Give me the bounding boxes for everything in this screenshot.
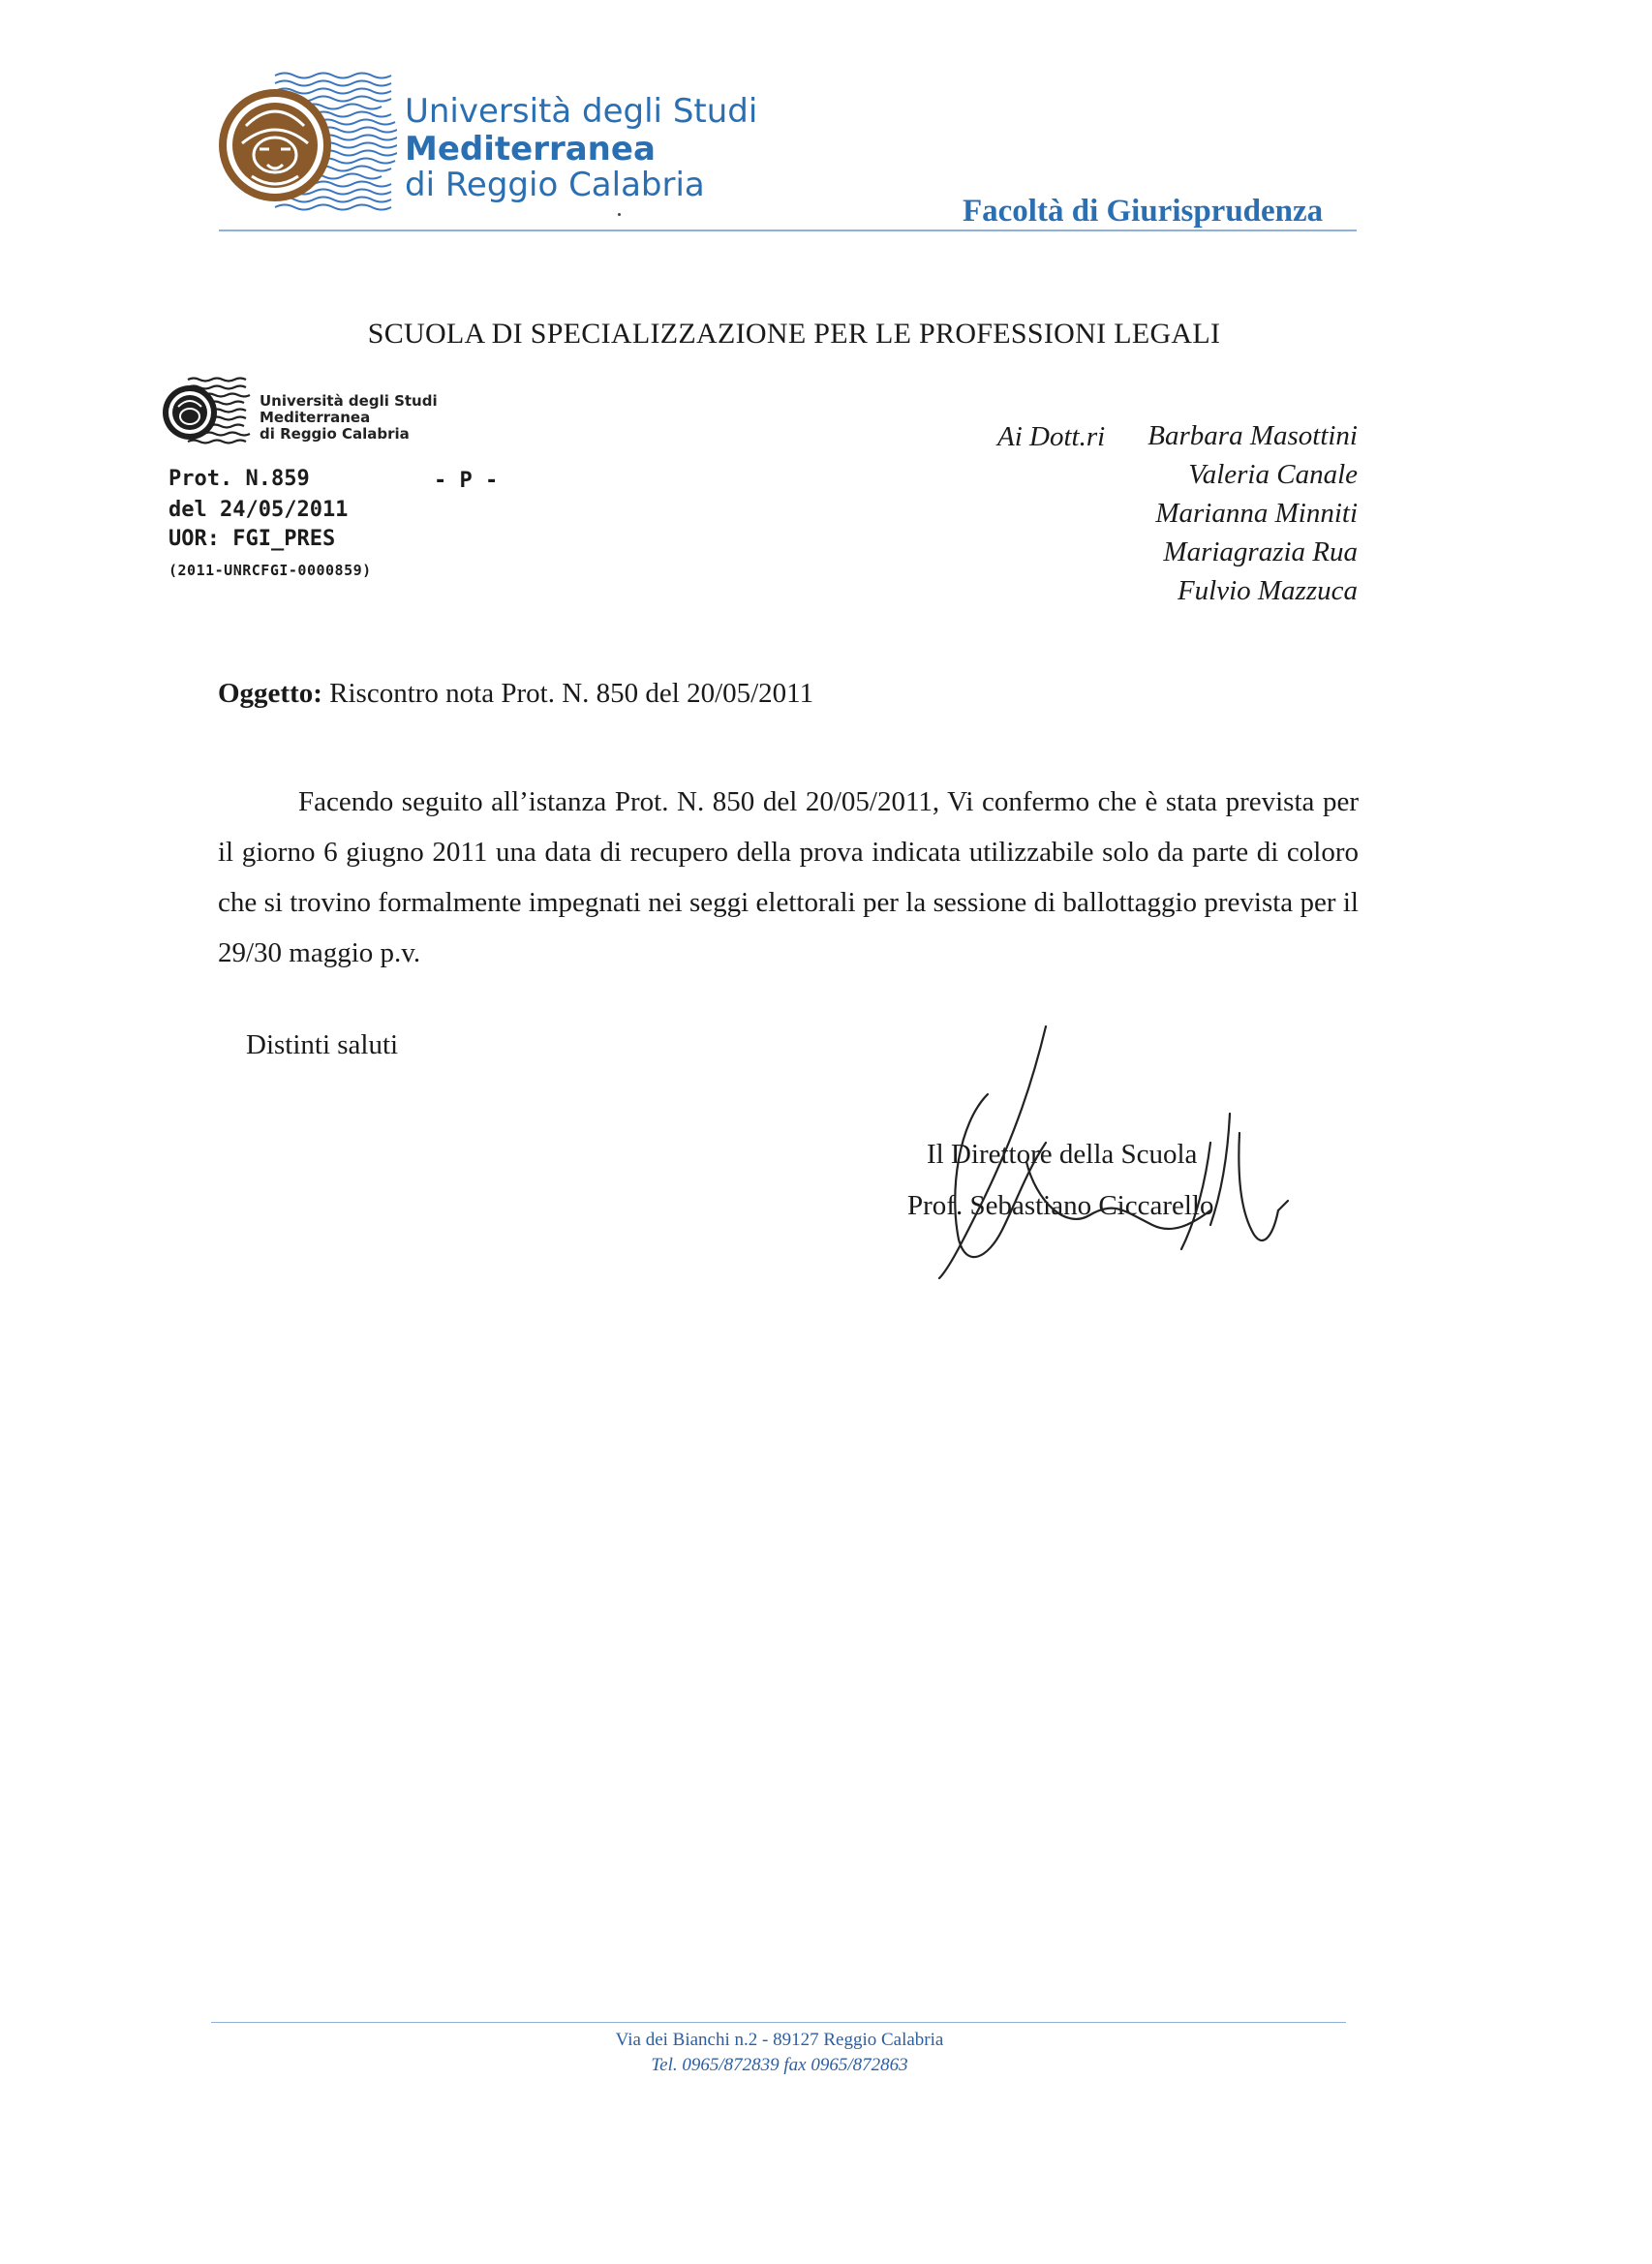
stamp-protocol-number: Prot. N.859 [168, 467, 310, 491]
footer-phone: Tel. 0965/872839 fax 0965/872863 [651, 2055, 908, 2075]
university-name-line3: di Reggio Calabria [405, 166, 705, 204]
subject-label: Oggetto: [218, 678, 322, 709]
subject-text: Riscontro nota Prot. N. 850 del 20/05/2011 [329, 678, 814, 709]
stamp-date: del 24/05/2011 [168, 498, 349, 522]
signatory-name: Prof. Sebastiano Ciccarello [907, 1190, 1214, 1221]
footer-address: Via dei Bianchi n.2 - 89127 Reggio Calabria [615, 2030, 944, 2050]
faculty-name: Facoltà di Giurisprudenza [963, 194, 1324, 229]
recipient-name: Mariagrazia Rua [1163, 536, 1358, 567]
stamp-university-line1: Università degli Studi [260, 392, 438, 410]
closing-salutation: Distinti saluti [246, 1029, 399, 1060]
stamp-university-line2: Mediterranea [260, 409, 371, 426]
university-name-line1: Università degli Studi [405, 92, 758, 131]
subject-line [218, 678, 813, 710]
recipient-name: Fulvio Mazzuca [1177, 575, 1358, 606]
recipients-list [1065, 416, 1358, 610]
recipient-name: Barbara Masottini [1147, 420, 1358, 451]
stamp-university-line3: di Reggio Calabria [260, 425, 410, 443]
header-divider [219, 229, 1357, 231]
stamp-logo-icon [161, 376, 258, 449]
stamp-marker: - P - [434, 469, 499, 493]
university-name-line2: Mediterranea [405, 130, 656, 168]
letter-body: Facendo seguito all’istanza Prot. N. 850 del 20/05/2011, Vi confermo che è stata prevista per il giorno 6 giugno 2011 una data di recupero della prova indicata utilizzabile solo da parte di coloro che si trovino formalmente impegnati nei seggi elettorali per la sessione di ballottaggio prevista per il 29/30 maggio p.v. [218, 786, 1359, 968]
footer-divider [211, 2022, 1346, 2023]
signatory-title: Il Direttore della Scuola [927, 1139, 1198, 1170]
recipient-name: Marianna Minniti [1155, 498, 1358, 529]
recipients-prefix: Ai Dott.ri [997, 421, 1106, 452]
stamp-code: (2011-UNRCFGI-0000859) [168, 562, 372, 579]
header-dot [618, 213, 621, 216]
handwritten-signature [920, 1017, 1327, 1288]
university-logo-icon [217, 68, 397, 219]
school-title: SCUOLA DI SPECIALIZZAZIONE PER LE PROFESSIONI LEGALI [367, 318, 1221, 350]
recipient-name: Valeria Canale [1188, 459, 1358, 490]
stamp-uor: UOR: FGI_PRES [168, 527, 336, 551]
